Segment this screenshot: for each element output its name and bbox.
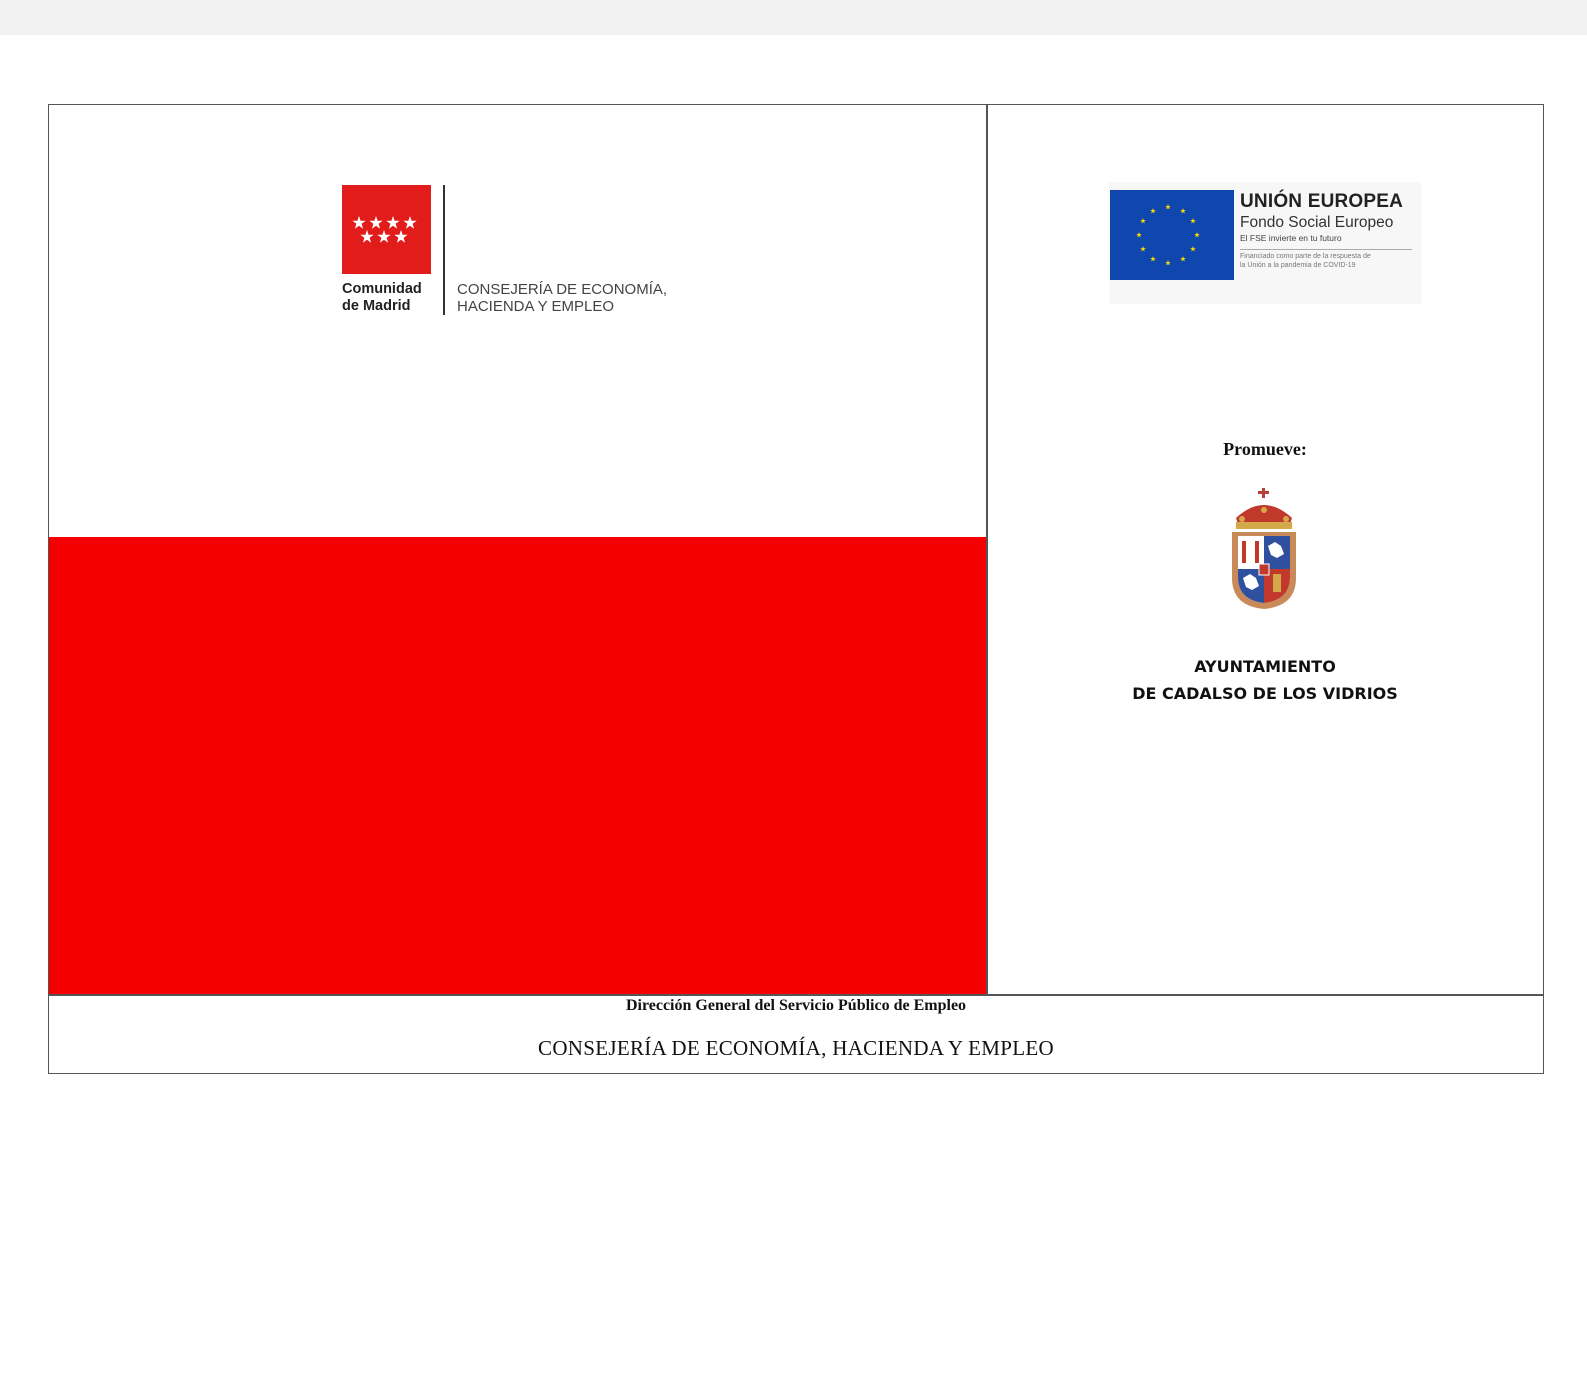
footer-directorate: Dirección General del Servicio Público de Empleo (625, 997, 967, 1014)
eu-logo (1109, 182, 1421, 304)
horizontal-divider (49, 994, 1543, 996)
footer-ministry: CONSEJERÍA DE ECONOMÍA, HACIENDA Y EMPLEO (538, 1036, 1054, 1060)
eu-fund-name: Fondo Social Europeo (1240, 214, 1394, 231)
ayuntamiento-name: AYUNTAMIENTO DE CADALSO DE LOS VIDRIOS (1132, 657, 1398, 703)
subsidy-label: Subvención: (57, 1351, 158, 1372)
subsidy-unit: Euros. (322, 1351, 372, 1372)
top-bar (0, 0, 1587, 35)
program-subtitle: ACTIVACIÓN PROFESIONAL (57, 1179, 454, 1210)
subsidy-row (57, 1337, 371, 1375)
coat-of-arms-icon (1226, 488, 1302, 612)
eu-motto: El FSE invierte en tu futuro (1240, 233, 1342, 243)
comunidad-madrid-name: Comunidad de Madrid (342, 281, 422, 314)
comunidad-madrid-logo (342, 185, 702, 325)
promueve-label: Promueve: (1223, 439, 1307, 459)
eu-note: Financiado como parte de la respuesta de la Unión a la pandemia de COVID-19 (1240, 253, 1371, 269)
eu-title: UNIÓN EUROPEA (1240, 191, 1404, 212)
vertical-divider (986, 105, 988, 994)
poster (48, 104, 1544, 1374)
subsidy-amount: 22.166,64 (163, 1337, 311, 1374)
program-title: PROGRAMA DE FOMENTO DEL EMPLEO JUVENIL CON LAS CORPORACIONES LOCALES (103, 1073, 932, 1140)
consejeria-label: CONSEJERÍA DE ECONOMÍA, HACIENDA Y EMPLEO (457, 281, 668, 315)
eu-rule (1240, 249, 1412, 250)
madrid-flag-icon (342, 185, 431, 274)
eu-flag-icon (1110, 190, 1234, 280)
logo-separator (443, 185, 445, 315)
